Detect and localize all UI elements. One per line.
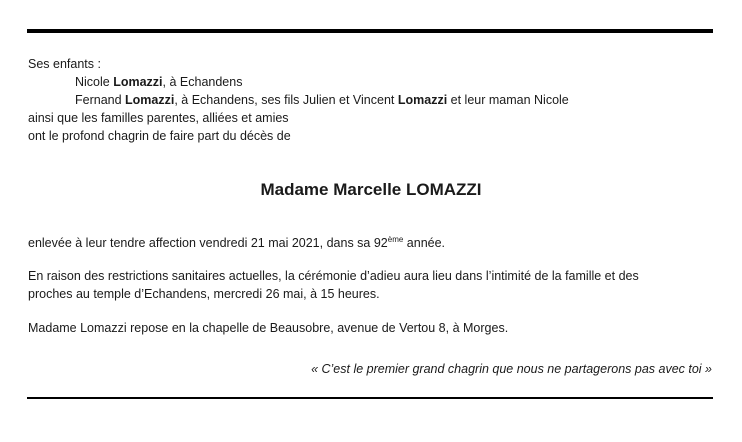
child-line-2 bbox=[75, 92, 569, 108]
families-line: ainsi que les familles parentes, alliées et amies bbox=[28, 111, 289, 125]
death-text: enlevée à leur tendre affection vendredi 21 mai 2021, dans sa 92 bbox=[28, 236, 388, 250]
child2-first: Fernand bbox=[75, 93, 126, 107]
child1-first: Nicole bbox=[75, 75, 114, 89]
closing-quote: « C’est le premier grand chagrin que nous ne partagerons pas avec toi » bbox=[311, 362, 712, 376]
ceremony-line-2: proches au temple d’Echandens, mercredi 26 mai, à 15 heures. bbox=[28, 287, 380, 301]
ordinal-superscript: ème bbox=[387, 235, 404, 244]
bottom-rule bbox=[27, 397, 713, 399]
intro-heading: Ses enfants : bbox=[28, 57, 101, 71]
child2-middle: , à Echandens, ses fils Julien et Vincent bbox=[174, 93, 398, 107]
death-text-end: année. bbox=[403, 236, 446, 250]
top-rule bbox=[27, 29, 713, 33]
announcement-line: ont le profond chagrin de faire part du décès de bbox=[28, 129, 291, 143]
child2-surname2: Lomazzi bbox=[397, 93, 448, 107]
child2-surname: Lomazzi bbox=[125, 93, 175, 107]
death-paragraph bbox=[28, 235, 445, 251]
deceased-name-title: Madame Marcelle LOMAZZI bbox=[260, 180, 482, 199]
child-line-1 bbox=[75, 74, 242, 90]
rests-paragraph: Madame Lomazzi repose en la chapelle de Beausobre, avenue de Vertou 8, à Morges. bbox=[28, 321, 509, 335]
child2-rest: et leur maman Nicole bbox=[447, 93, 569, 107]
ceremony-line-1: En raison des restrictions sanitaires actuelles, la cérémonie d’adieu aura lieu dans l’intimité de la famille et des bbox=[28, 269, 639, 283]
child1-rest: , à Echandens bbox=[162, 75, 243, 89]
child1-surname: Lomazzi bbox=[113, 75, 163, 89]
